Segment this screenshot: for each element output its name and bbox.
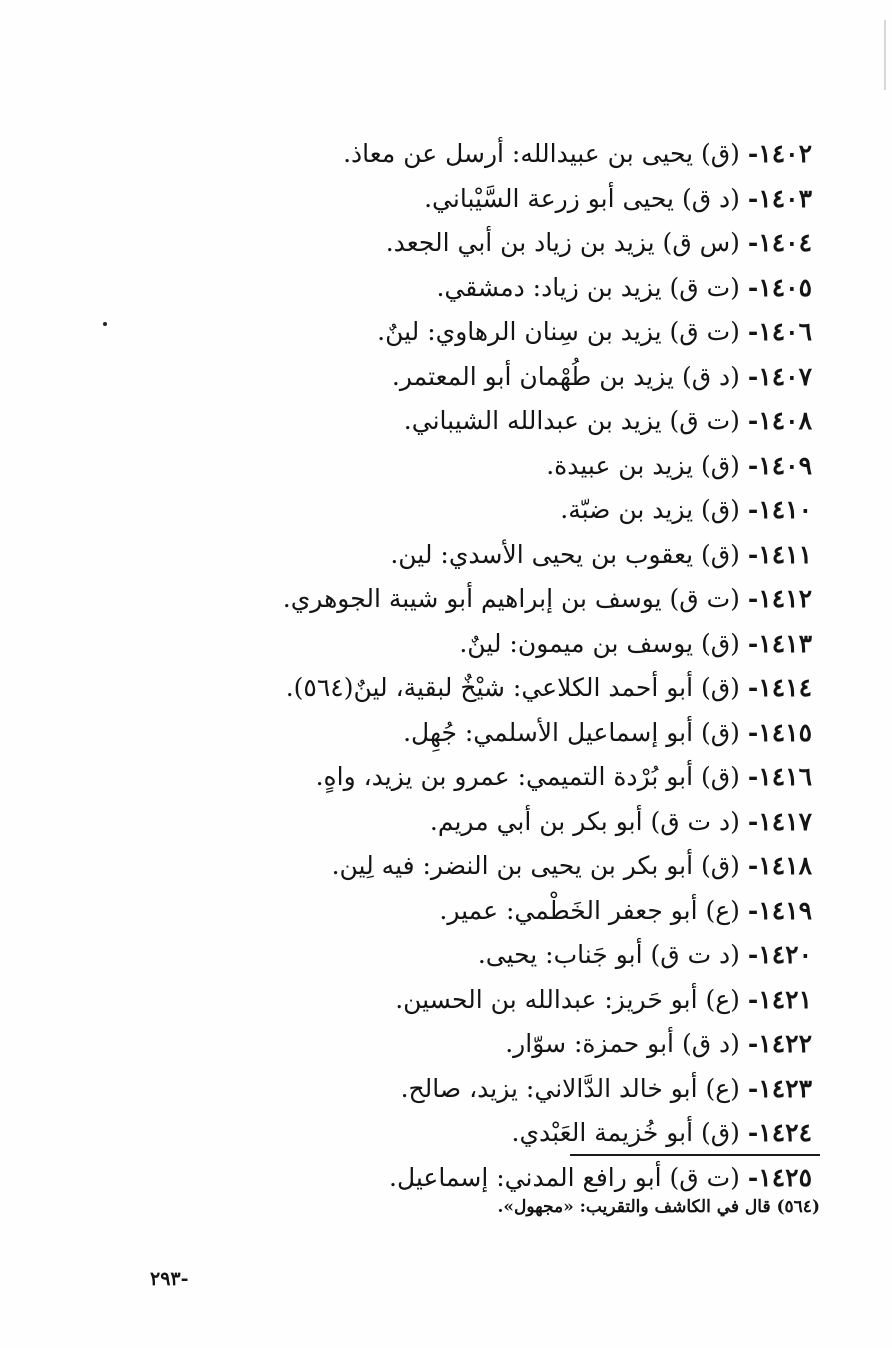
entry-number: ١٤١٨- xyxy=(747,851,812,880)
entry-text: (ق) أبو أحمد الكلاعي: شيْخٌ لبقية، لينٌ(٥٦٤). xyxy=(285,673,740,702)
entry-text: (س ق) يزيد بن زياد بن أبي الجعد. xyxy=(385,228,740,257)
entry-number: ١٤٢٣- xyxy=(747,1073,812,1103)
entry-1416 xyxy=(212,755,812,800)
entry-1420 xyxy=(212,933,812,978)
entry-text: (ق) يزيد بن عبيدة. xyxy=(546,450,740,480)
entry-number: ١٤٠٤- xyxy=(747,228,812,257)
entry-number: ١٤١٠- xyxy=(747,495,812,524)
entry-text: (ق) أبو إسماعيل الأسلمي: جُهِل. xyxy=(403,717,740,747)
entry-1418 xyxy=(212,844,812,889)
entry-1424 xyxy=(212,1111,812,1156)
entry-1423 xyxy=(212,1067,812,1112)
entry-text: (ع) أبو خالد الدَّالاني: يزيد، صالح. xyxy=(400,1073,740,1103)
entry-number: ١٤٠٣- xyxy=(747,183,812,213)
entry-text: (ق) يوسف بن ميمون: لينٌ. xyxy=(459,628,740,658)
margin-dot xyxy=(103,322,107,326)
entry-text: (د ق) يحيى أبو زرعة السَّيْباني. xyxy=(424,183,740,213)
entry-text: (ت ق) يزيد بن سِنان الرهاوي: لينٌ. xyxy=(377,317,740,346)
entry-number: ١٤٢١- xyxy=(747,984,812,1014)
entry-1422 xyxy=(212,1022,812,1067)
entry-1407 xyxy=(212,355,812,400)
entry-1419 xyxy=(212,889,812,934)
entry-number: ١٤٠٢- xyxy=(747,139,812,168)
entry-list xyxy=(212,132,812,1200)
entry-1415 xyxy=(212,711,812,756)
entry-number: ١٤٢٥- xyxy=(747,1162,812,1192)
entry-text: (ق) يحيى بن عبيدالله: أرسل عن معاذ. xyxy=(343,139,740,168)
entry-1405 xyxy=(212,266,812,311)
entry-text: (ت ق) يزيد بن عبدالله الشيباني. xyxy=(403,406,740,435)
entry-number: ١٤٠٨- xyxy=(747,406,812,435)
entry-text: (ق) أبو بُرْدة التميمي: عمرو بن يزيد، واهٍ. xyxy=(315,762,740,791)
entry-1425 xyxy=(212,1156,812,1201)
entry-number: ١٤١٤- xyxy=(747,673,812,702)
entry-text: (ق) يعقوب بن يحيى الأسدي: لين. xyxy=(390,539,740,569)
entry-text: (ق) أبو بكر بن يحيى بن النضر: فيه لِين. xyxy=(331,851,740,880)
entry-text: (د ت ق) أبو بكر بن أبي مريم. xyxy=(429,806,740,836)
entry-1411 xyxy=(212,533,812,578)
entry-number: ١٤٢٢- xyxy=(747,1029,812,1058)
entry-text: (د ق) أبو حمزة: سوّار. xyxy=(505,1029,740,1058)
entry-text: (ت ق) يزيد بن زياد: دمشقي. xyxy=(436,272,740,302)
entry-number: ١٤٠٧- xyxy=(747,361,812,391)
entry-number: ١٤٠٦- xyxy=(747,317,812,346)
entry-number: ١٤١١- xyxy=(747,539,812,569)
entry-1412 xyxy=(212,577,812,622)
entry-text: (د ت ق) أبو جَناب: يحيى. xyxy=(477,940,740,969)
entry-1409 xyxy=(212,444,812,489)
page-edge-mark xyxy=(884,20,886,90)
entry-text: (د ق) يزيد بن طُهْمان أبو المعتمر. xyxy=(391,361,740,391)
entry-number: ١٤٢٤- xyxy=(747,1118,812,1147)
entry-number: ١٤١٥- xyxy=(747,717,812,747)
entry-number: ١٤١٢- xyxy=(747,584,812,613)
entry-1406 xyxy=(212,310,812,355)
entry-text: (ع) أبو جعفر الخَطْمي: عمير. xyxy=(439,895,740,925)
entry-number: ١٤٠٥- xyxy=(747,272,812,302)
entry-1413 xyxy=(212,622,812,667)
entry-1408 xyxy=(212,399,812,444)
entry-number: ١٤١٦- xyxy=(747,762,812,791)
entry-text: (ق) يزيد بن ضبّة. xyxy=(560,495,740,524)
entry-text: (ع) أبو حَريز: عبدالله بن الحسين. xyxy=(395,984,740,1014)
entry-number: ١٤٢٠- xyxy=(747,940,812,969)
entry-1402 xyxy=(212,132,812,177)
entry-text: (ت ق) أبو رافع المدني: إسماعيل. xyxy=(389,1162,740,1192)
entry-number: ١٤٠٩- xyxy=(747,450,812,480)
entry-1417 xyxy=(212,800,812,845)
entry-1414 xyxy=(212,666,812,711)
footnote: (٥٦٤) قال في الكاشف والتقريب: «مجهول». xyxy=(497,1197,820,1217)
footnote-separator xyxy=(570,1154,820,1156)
entry-1403 xyxy=(212,177,812,222)
entry-number: ١٤١٧- xyxy=(747,806,812,836)
entry-number: ١٤١٩- xyxy=(747,895,812,925)
entry-1410 xyxy=(212,488,812,533)
page-number: -٢٩٣ xyxy=(150,1268,189,1290)
entry-text: (ت ق) يوسف بن إبراهيم أبو شيبة الجوهري. xyxy=(282,584,740,613)
entry-1421 xyxy=(212,978,812,1023)
entry-1404 xyxy=(212,221,812,266)
entry-number: ١٤١٣- xyxy=(747,628,812,658)
entry-text: (ق) أبو خُزيمة العَبْدي. xyxy=(511,1118,740,1147)
